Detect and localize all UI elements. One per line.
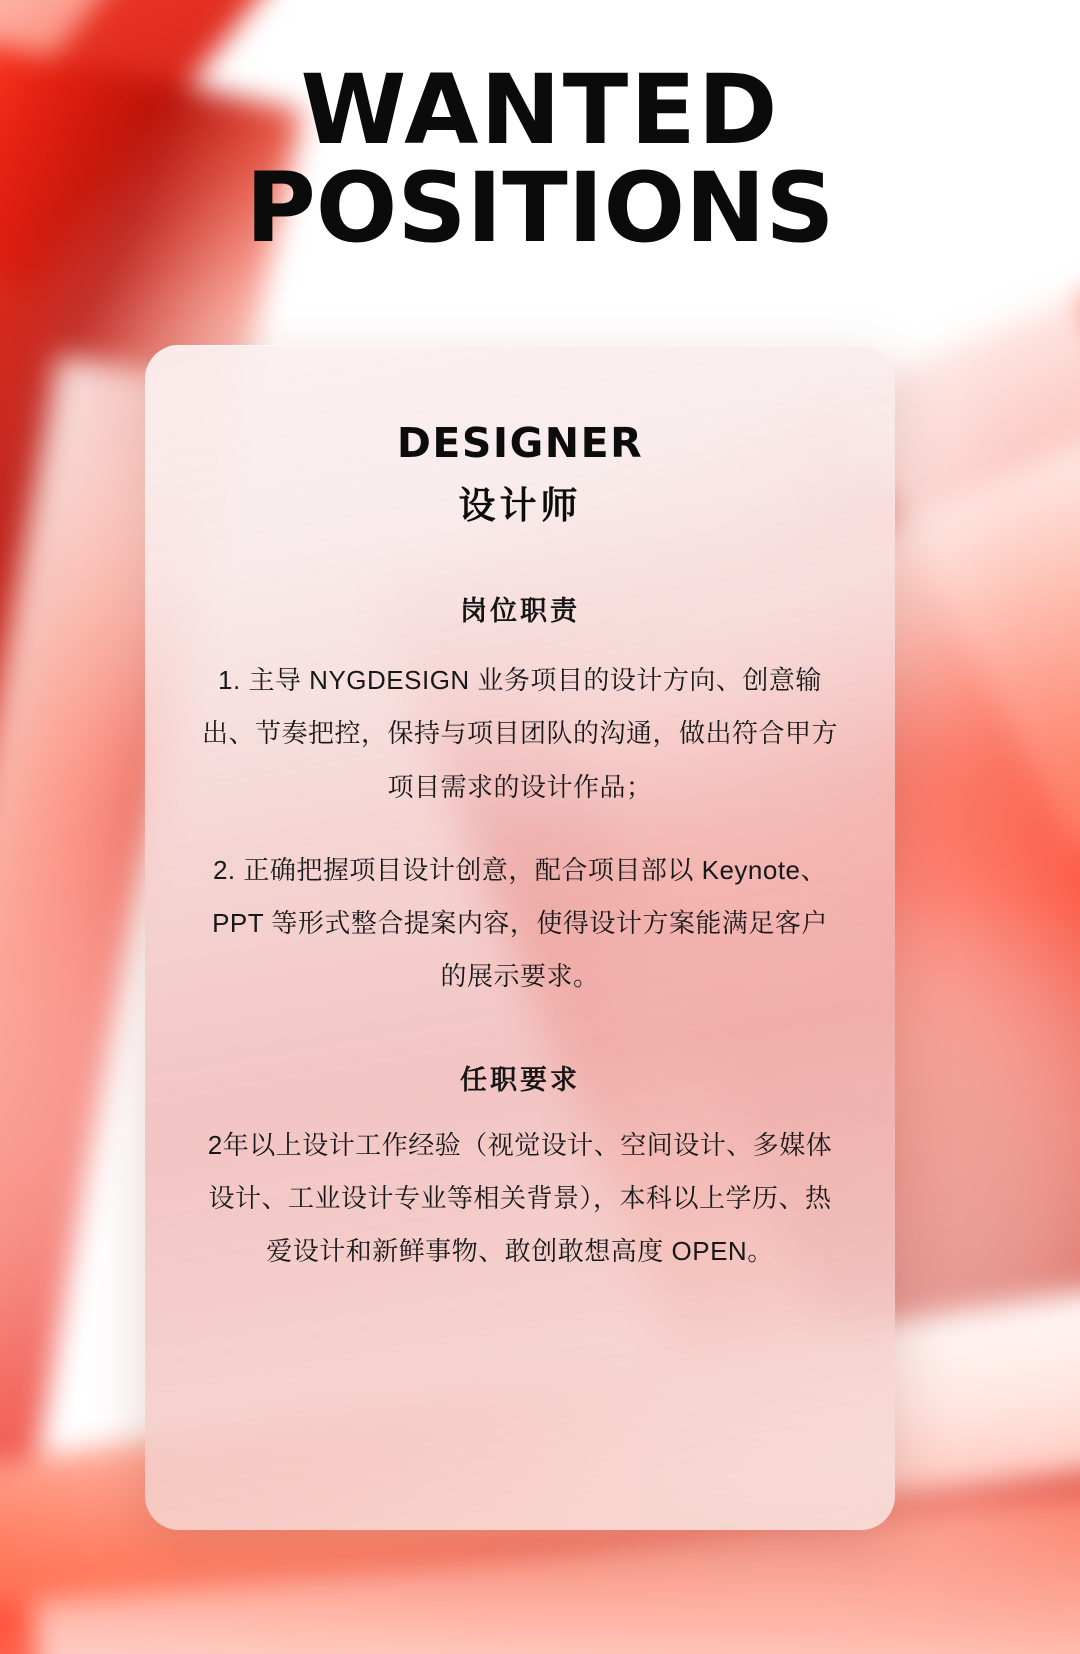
headline-line-1: WANTED [300,54,780,166]
requirements-heading: 任职要求 [460,1064,580,1095]
duty-item-1: 1. 主导 NYGDESIGN 业务项目的设计方向、创意输出、节奏把控，保持与项目团队的沟通，做出符合甲方项目需求的设计作品； [201,665,838,802]
headline-line-2: POSITIONS [245,151,835,264]
job-card [145,345,895,1530]
duties-heading: 岗位职责 [460,596,580,626]
duty-item-2: 2. 正确把握项目设计创意，配合项目部以 Keynote、PPT 等形式整合提案内容，使得设计方案能满足客户的展示要求。 [212,854,828,992]
role-title-cn: 设计师 [458,485,582,526]
role-title-en: DESIGNER [396,419,644,467]
requirements-text: 2年以上设计工作经验（视觉设计、空间设计、多媒体设计、工业设计专业等相关背景），本科以上学历、热爱设计和新鲜事物、敢创敢想高度 OPEN。 [207,1129,833,1267]
page-title [0,54,1080,264]
